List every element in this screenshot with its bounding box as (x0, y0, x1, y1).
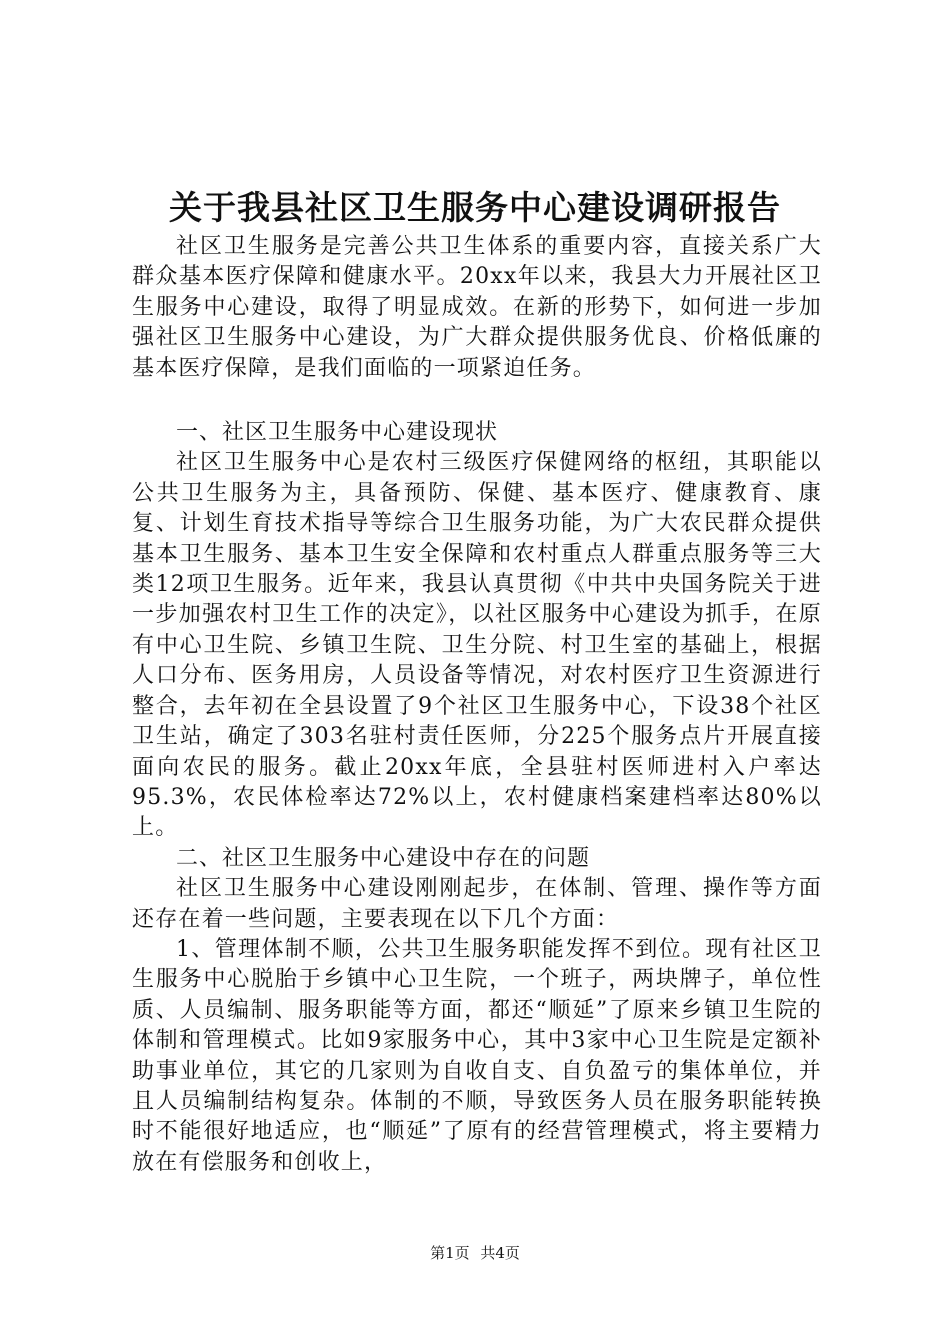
section-heading-problems: 二、社区卫生服务中心建设中存在的问题 (176, 845, 591, 871)
section-status-paragraph: 社区卫生服务中心是农村三级医疗保健网络的枢纽，其职能以公共卫生服务为主，具备预防、保健、基本医疗、健康教育、康复、计划生育技术指导等综合卫生服务功能，为广大农民群众提供基本卫生服务、基本卫生安全保障和农村重点人群重点服务等三大类12项卫生服务。近年来，我县认真贯彻《中共中央国务院关于进一步加强农村卫生工作的决定》，以社区服务中心建设为抓手，在原有中心卫生院、乡镇卫生院、卫生分院、村卫生室的基础上，根据人口分布、医务用房，人员设备等情况，对农村医疗卫生资源进行整合，去年初在全县设置了9个社区卫生服务中心，下设38个社区卫生站，确定了303名驻村责任医师，分225个服务点片开展直接面向农民的服务。截止20xx年底，全县驻村医师进村入户率达95.3%，农民体检率达72%以上，农村健康档案建档率达80%以上。 (132, 450, 822, 841)
document-body (132, 232, 822, 1178)
page-footer (0, 1243, 950, 1263)
document-title: 关于我县社区卫生服务中心建设调研报告 (169, 188, 781, 227)
intro-paragraph: 社区卫生服务是完善公共卫生体系的重要内容，直接关系广大群众基本医疗保障和健康水平。20xx年以来，我县大力开展社区卫生服务中心建设，取得了明显成效。在新的形势下，如何进一步加强社区卫生服务中心建设，为广大群众提供服务优良、价格低廉的基本医疗保障，是我们面临的一项紧迫任务。 (132, 234, 822, 381)
section-problems-paragraph: 社区卫生服务中心建设刚刚起步，在体制、管理、操作等方面还存在着一些问题，主要表现在以下几个方面： (132, 876, 822, 932)
page-total: 共4页 (480, 1244, 520, 1262)
page-number: 第1页 (430, 1244, 470, 1262)
problem-point-1-paragraph: 1、管理体制不顺，公共卫生服务职能发挥不到位。现有社区卫生服务中心脱胎于乡镇中心卫生院，一个班子，两块牌子，单位性质、人员编制、服务职能等方面，都还“顺延”了原来乡镇卫生院的体制和管理模式。比如9家服务中心，其中3家中心卫生院是定额补助事业单位，其它的几家则为自收自支、自负盈亏的集体单位，并且人员编制结构复杂。体制的不顺，导致医务人员在服务职能转换时不能很好地适应，也“顺延”了原有的经营管理模式，将主要精力放在有偿服务和创收上， (132, 936, 822, 1175)
section-heading-status: 一、社区卫生服务中心建设现状 (176, 420, 499, 446)
